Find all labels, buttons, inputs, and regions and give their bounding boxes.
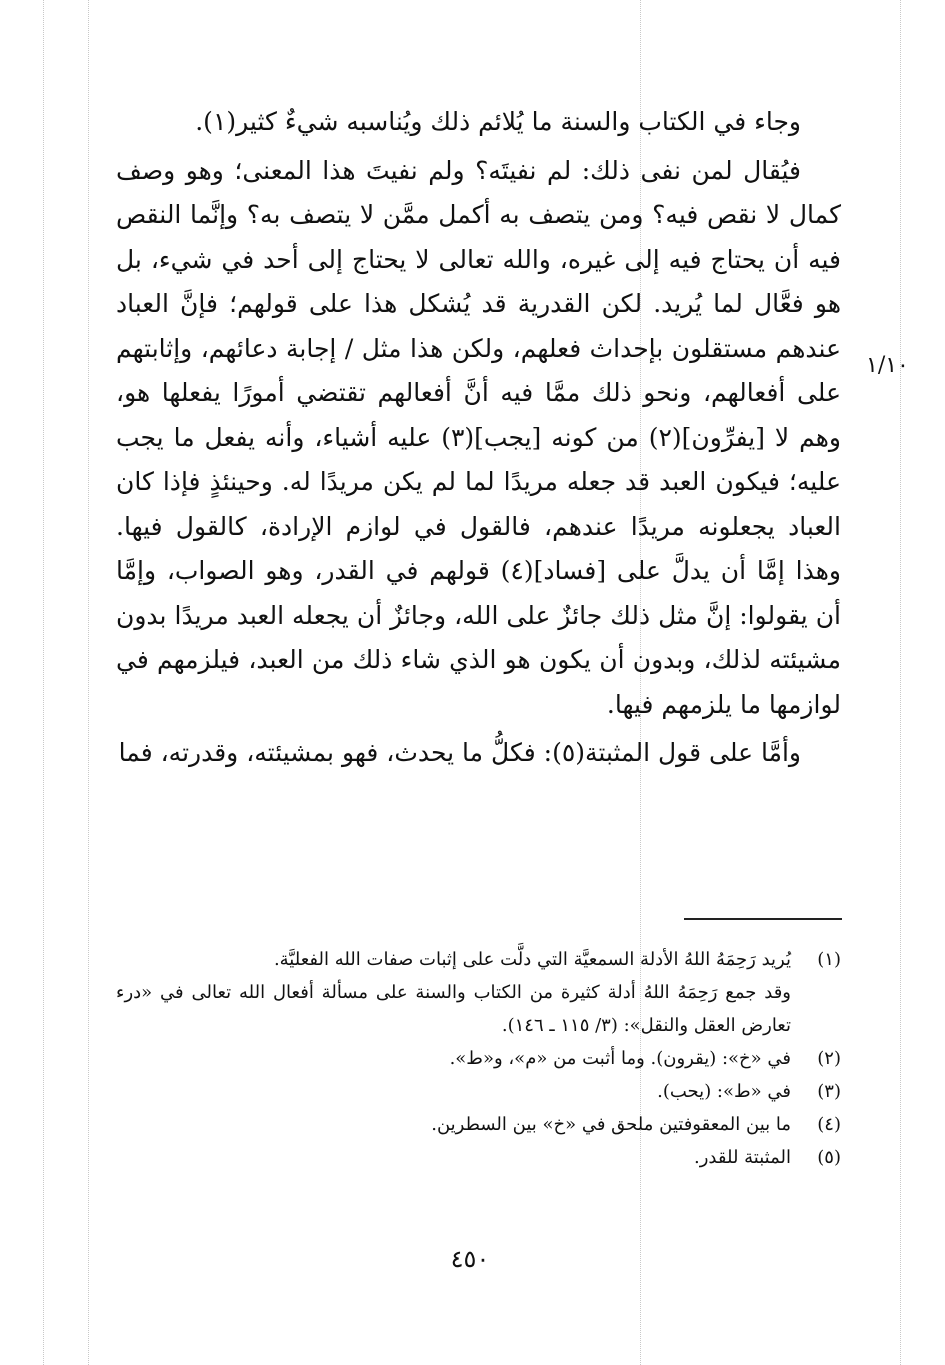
footnote-text: في «ط»: (يحب). — [657, 1081, 791, 1102]
footnote — [116, 943, 841, 976]
footnote-separator — [684, 918, 842, 920]
footnote-text: يُريد رَحِمَهُ اللهُ الأدلة السمعيَّة التي دلَّت على إثبات صفات الله الفعليَّة. — [273, 949, 791, 970]
footnote-text: المثبتة للقدر. — [694, 1147, 791, 1168]
margin-reference: ١/١٠ — [866, 353, 909, 378]
footnote-number: (٣) — [817, 1081, 841, 1102]
paragraph: فيُقال لمن نفى ذلك: لم نفيتَه؟ ولم نفيتَ هذا المعنى؛ وهو وصف كمال لا نقص فيه؟ ومن يتصف به أكمل ممَّن لا يتصف به؟ وإنَّما النقص فيه أن يحتاج فيه إلى غيره، والله تعالى لا يحتاج إلى أحد في شيء، بل هو فعَّال لما يُريد. لكن القدرية قد يُشكل هذا على قولهم؛ فإنَّ العباد عندهم مستقلون بإحداث فعلهم، ولكن هذا مثل / إجابة دعائهم، وإثابتهم على أفعالهم، ونحو ذلك ممَّا فيه أنَّ أفعالهم تقتضي أمورًا يفعلها هو، وهم لا [يفرِّون](٢) من كونه [يجب](٣) عليه أشياء، وأنه يفعل ما يجب عليه؛ فيكون العبد قد جعله مريدًا لما لم يكن مريدًا له. وحينئذٍ فإذا كان العباد يجعلونه مريدًا عندهم، فالقول في لوازم الإرادة، كالقول فيها. وهذا إمَّا أن يدلَّ على [فساد](٤) قولهم في القدر، وهو الصواب، وإمَّا أن يقولوا: إنَّ مثل ذلك جائزٌ على الله، وجائزٌ أن يجعله العبد مريدًا بدون مشيئته لذلك، وبدون أن يكون هو الذي شاء ذلك من العبد، فيلزمهم في لوازمها ما يلزمهم فيها. — [116, 155, 841, 719]
footnote-number: (١) — [817, 949, 841, 970]
scan-guide-line — [88, 0, 89, 1365]
main-text — [116, 100, 841, 776]
footnote — [116, 1141, 841, 1174]
footnote-number: (٤) — [817, 1114, 841, 1135]
footnote-number — [791, 976, 841, 1042]
page-number: ٤٥٠ — [450, 1245, 490, 1273]
footnote — [116, 976, 841, 1042]
footnote — [116, 1108, 841, 1141]
paragraph: وأمَّا على قول المثبتة(٥): فكلُّ ما يحدث، فهو بمشيئته، وقدرته، فما — [118, 738, 801, 767]
footnote-number: (٢) — [817, 1048, 841, 1069]
paragraph: وجاء في الكتاب والسنة ما يُلائم ذلك ويُناسبه شيءٌ كثير(١). — [195, 107, 801, 136]
footnotes — [116, 943, 841, 1174]
footnote-text: وقد جمع رَحِمَهُ اللهُ أدلة كثيرة من الكتاب والسنة على مسألة أفعال الله تعالى في «درء تعارض العقل والنقل»: (٣/ ١١٥ ـ ١٤٦). — [116, 982, 791, 1036]
footnote-number: (٥) — [817, 1147, 841, 1168]
scan-guide-line — [900, 0, 901, 1365]
scan-guide-line — [43, 0, 44, 1365]
footnote-text: ما بين المعقوفتين ملحق في «خ» بين السطرين. — [431, 1114, 791, 1135]
footnote-text: في «خ»: (يقرون). وما أثبت من «م»، و«ط». — [449, 1048, 791, 1069]
footnote — [116, 1075, 841, 1108]
footnote — [116, 1042, 841, 1075]
